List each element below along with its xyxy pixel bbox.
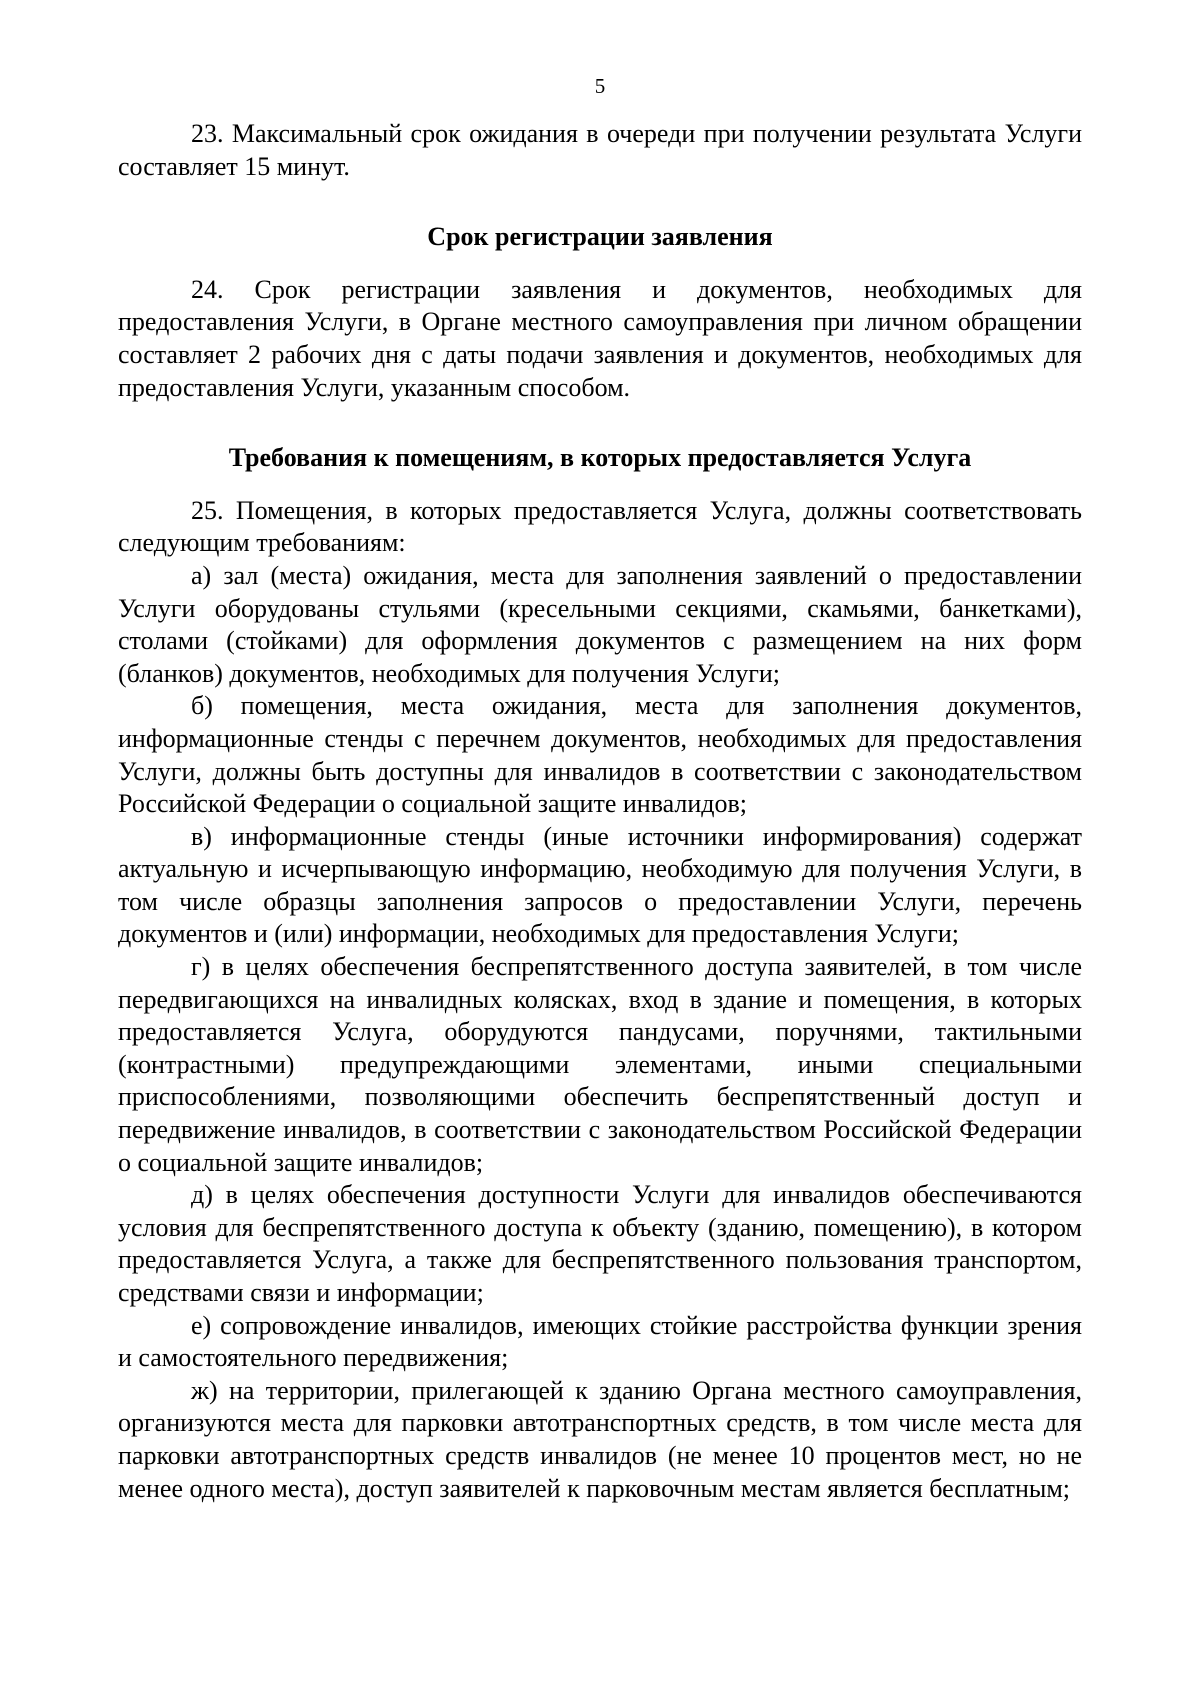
spacer [118,404,1082,442]
heading-registration-term: Срок регистрации заявления [427,222,773,252]
paragraph-25-b: б) помещения, места ожидания, места для заполнения документов, информационные стенды с перечнем документов, необходимых для предоставления Услуги, должны быть доступны для инвалидов в соответствии с законодательством Российской Федерации о социальной защите инвалидов; [118,691,1082,819]
spacer [118,183,1082,221]
paragraph-25-v: в) информационные стенды (иные источники информирования) содержат актуальную и исчерпывающую информацию, необходимую для получения Услуги, в том числе образцы заполнения запросов о предоставлении Услуги, перечень документов и (или) информации, необходимых для предоставления Услуги; [118,821,1082,949]
paragraph-25-d: д) в целях обеспечения доступности Услуги для инвалидов обеспечиваются условия для беспрепятственного доступа к объекту (зданию, помещению), в котором предоставляется Услуга, а также для беспрепятственного пользования транспортом, средствами связи и информации; [118,1180,1082,1307]
heading-premises-requirements: Требования к помещениям, в которых предоставляется Услуга [228,443,972,473]
paragraph-25-zh: ж) на территории, прилегающей к зданию Органа местного самоуправления, организуются места для парковки автотранспортных средств, в том числе места для парковки автотранспортных средств инвалидов (не менее 10 процентов мест, но не менее одного места), доступ заявителей к парковочным местам является бесплатным; [118,1375,1082,1503]
spacer [118,475,1082,495]
paragraph-25-a: а) зал (места) ожидания, места для заполнения заявлений о предоставлении Услуги оборудованы стульями (кресельными секциями, скамьями, банкетками), столами (стойками) для оформления документов с размещением на них форм (бланков) документов, необходимых для получения Услуги; [118,560,1082,688]
paragraph-25-e: е) сопровождение инвалидов, имеющих стойкие расстройства функции зрения и самостоятельного передвижения; [118,1310,1082,1373]
page-number: 5 [594,74,606,98]
paragraph-23: 23. Максимальный срок ожидания в очереди при получении результата Услуги составляет 15 минут. [118,119,1082,181]
paragraph-25-g: г) в целях обеспечения беспрепятственного доступа заявителей, в том числе передвигающихся на инвалидных колясках, вход в здание и помещения, в которых предоставляется Услуга, оборудуются пандусами, поручнями, тактильными (контрастными) предупреждающими элементами, иными специальными приспособлениями, позволяющими обеспечить беспрепятственный доступ и передвижение инвалидов, в соответствии с законодательством Российской Федерации о социальной защите инвалидов; [118,952,1082,1177]
spacer [118,254,1082,274]
document-body [118,118,1082,1505]
paragraph-25: 25. Помещения, в которых предоставляется Услуга, должны соответствовать следующим требованиям: [118,495,1082,558]
paragraph-24: 24. Срок регистрации заявления и документов, необходимых для предоставления Услуги, в Органе местного самоуправления при личном обращении составляет 2 рабочих дня с даты подачи заявления и документов, необходимых для предоставления Услуги, указанным способом. [118,274,1082,402]
